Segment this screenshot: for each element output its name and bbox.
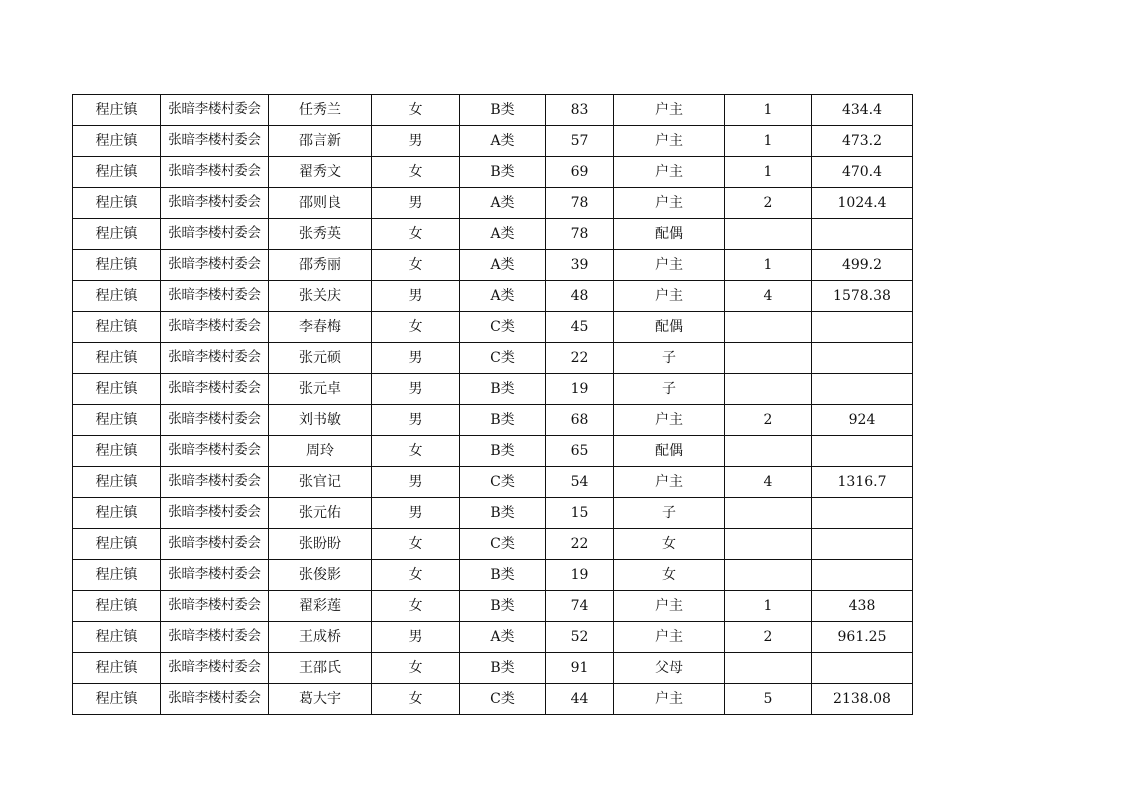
amount-cell: 924 [812, 405, 913, 436]
relation-cell: 户主 [614, 281, 725, 312]
age-cell: 48 [546, 281, 614, 312]
name-cell: 翟彩莲 [269, 591, 372, 622]
gender-cell: 女 [372, 436, 460, 467]
name-cell: 张元佑 [269, 498, 372, 529]
gender-cell: 女 [372, 591, 460, 622]
gender-cell: 男 [372, 622, 460, 653]
category-cell: C类 [460, 312, 546, 343]
village-cell: 张暗李楼村委会 [161, 467, 269, 498]
household-size-cell [725, 374, 812, 405]
village-cell: 张暗李楼村委会 [161, 312, 269, 343]
household-size-cell: 1 [725, 126, 812, 157]
relation-cell: 子 [614, 498, 725, 529]
name-cell: 刘书敏 [269, 405, 372, 436]
household-size-cell: 5 [725, 684, 812, 715]
village-cell: 张暗李楼村委会 [161, 126, 269, 157]
table-row [73, 374, 913, 405]
household-size-cell: 1 [725, 591, 812, 622]
name-cell: 张元卓 [269, 374, 372, 405]
amount-cell: 470.4 [812, 157, 913, 188]
name-cell: 张官记 [269, 467, 372, 498]
gender-cell: 男 [372, 467, 460, 498]
gender-cell: 男 [372, 374, 460, 405]
category-cell: A类 [460, 188, 546, 219]
category-cell: A类 [460, 126, 546, 157]
village-cell: 张暗李楼村委会 [161, 343, 269, 374]
age-cell: 78 [546, 219, 614, 250]
relation-cell: 父母 [614, 653, 725, 684]
category-cell: C类 [460, 529, 546, 560]
amount-cell [812, 436, 913, 467]
relation-cell: 户主 [614, 467, 725, 498]
age-cell: 22 [546, 343, 614, 374]
table-row [73, 250, 913, 281]
category-cell: B类 [460, 436, 546, 467]
household-size-cell: 1 [725, 95, 812, 126]
gender-cell: 女 [372, 529, 460, 560]
age-cell: 57 [546, 126, 614, 157]
household-size-cell [725, 498, 812, 529]
gender-cell: 女 [372, 312, 460, 343]
name-cell: 周玲 [269, 436, 372, 467]
relation-cell: 户主 [614, 188, 725, 219]
name-cell: 张俊影 [269, 560, 372, 591]
name-cell: 王邵氏 [269, 653, 372, 684]
age-cell: 44 [546, 684, 614, 715]
town-cell: 程庄镇 [73, 498, 161, 529]
household-size-cell: 1 [725, 250, 812, 281]
table-body [73, 95, 913, 715]
amount-cell [812, 312, 913, 343]
amount-cell [812, 343, 913, 374]
village-cell: 张暗李楼村委会 [161, 622, 269, 653]
village-cell: 张暗李楼村委会 [161, 560, 269, 591]
town-cell: 程庄镇 [73, 95, 161, 126]
table-row [73, 157, 913, 188]
category-cell: B类 [460, 95, 546, 126]
amount-cell [812, 529, 913, 560]
table-row [73, 343, 913, 374]
category-cell: B类 [460, 591, 546, 622]
household-size-cell: 2 [725, 622, 812, 653]
town-cell: 程庄镇 [73, 467, 161, 498]
data-table [72, 94, 913, 715]
town-cell: 程庄镇 [73, 436, 161, 467]
amount-cell: 961.25 [812, 622, 913, 653]
gender-cell: 女 [372, 250, 460, 281]
amount-cell: 434.4 [812, 95, 913, 126]
town-cell: 程庄镇 [73, 343, 161, 374]
village-cell: 张暗李楼村委会 [161, 436, 269, 467]
table-row [73, 653, 913, 684]
relation-cell: 户主 [614, 250, 725, 281]
household-size-cell [725, 219, 812, 250]
town-cell: 程庄镇 [73, 281, 161, 312]
village-cell: 张暗李楼村委会 [161, 250, 269, 281]
table-row [73, 529, 913, 560]
gender-cell: 女 [372, 95, 460, 126]
relation-cell: 配偶 [614, 436, 725, 467]
age-cell: 39 [546, 250, 614, 281]
name-cell: 张盼盼 [269, 529, 372, 560]
name-cell: 张关庆 [269, 281, 372, 312]
household-size-cell: 1 [725, 157, 812, 188]
town-cell: 程庄镇 [73, 529, 161, 560]
category-cell: B类 [460, 374, 546, 405]
relation-cell: 户主 [614, 95, 725, 126]
relation-cell: 女 [614, 529, 725, 560]
household-size-cell [725, 436, 812, 467]
household-size-cell: 2 [725, 188, 812, 219]
gender-cell: 女 [372, 219, 460, 250]
town-cell: 程庄镇 [73, 622, 161, 653]
relation-cell: 子 [614, 374, 725, 405]
gender-cell: 女 [372, 157, 460, 188]
table-row [73, 281, 913, 312]
name-cell: 张秀英 [269, 219, 372, 250]
table-row [73, 188, 913, 219]
town-cell: 程庄镇 [73, 126, 161, 157]
age-cell: 69 [546, 157, 614, 188]
gender-cell: 男 [372, 343, 460, 374]
amount-cell: 1024.4 [812, 188, 913, 219]
amount-cell [812, 560, 913, 591]
gender-cell: 男 [372, 498, 460, 529]
town-cell: 程庄镇 [73, 374, 161, 405]
town-cell: 程庄镇 [73, 591, 161, 622]
village-cell: 张暗李楼村委会 [161, 684, 269, 715]
relation-cell: 子 [614, 343, 725, 374]
relation-cell: 户主 [614, 405, 725, 436]
town-cell: 程庄镇 [73, 684, 161, 715]
category-cell: C类 [460, 343, 546, 374]
table-row [73, 622, 913, 653]
village-cell: 张暗李楼村委会 [161, 95, 269, 126]
amount-cell: 1578.38 [812, 281, 913, 312]
table-row [73, 467, 913, 498]
town-cell: 程庄镇 [73, 312, 161, 343]
category-cell: B类 [460, 653, 546, 684]
amount-cell: 473.2 [812, 126, 913, 157]
table-row [73, 498, 913, 529]
category-cell: C类 [460, 684, 546, 715]
category-cell: A类 [460, 622, 546, 653]
village-cell: 张暗李楼村委会 [161, 498, 269, 529]
household-size-cell [725, 312, 812, 343]
village-cell: 张暗李楼村委会 [161, 653, 269, 684]
relation-cell: 户主 [614, 157, 725, 188]
relation-cell: 户主 [614, 622, 725, 653]
town-cell: 程庄镇 [73, 653, 161, 684]
village-cell: 张暗李楼村委会 [161, 281, 269, 312]
age-cell: 54 [546, 467, 614, 498]
table-row [73, 95, 913, 126]
gender-cell: 女 [372, 560, 460, 591]
category-cell: A类 [460, 281, 546, 312]
age-cell: 78 [546, 188, 614, 219]
category-cell: C类 [460, 467, 546, 498]
name-cell: 王成桥 [269, 622, 372, 653]
age-cell: 19 [546, 560, 614, 591]
gender-cell: 男 [372, 281, 460, 312]
name-cell: 葛大宇 [269, 684, 372, 715]
name-cell: 邵秀丽 [269, 250, 372, 281]
gender-cell: 男 [372, 126, 460, 157]
amount-cell: 2138.08 [812, 684, 913, 715]
age-cell: 68 [546, 405, 614, 436]
household-size-cell [725, 343, 812, 374]
household-size-cell: 2 [725, 405, 812, 436]
gender-cell: 女 [372, 653, 460, 684]
town-cell: 程庄镇 [73, 219, 161, 250]
category-cell: A类 [460, 219, 546, 250]
gender-cell: 男 [372, 188, 460, 219]
age-cell: 74 [546, 591, 614, 622]
amount-cell: 438 [812, 591, 913, 622]
amount-cell [812, 374, 913, 405]
amount-cell [812, 219, 913, 250]
relation-cell: 户主 [614, 591, 725, 622]
category-cell: A类 [460, 250, 546, 281]
table-row [73, 591, 913, 622]
town-cell: 程庄镇 [73, 405, 161, 436]
age-cell: 91 [546, 653, 614, 684]
age-cell: 22 [546, 529, 614, 560]
age-cell: 83 [546, 95, 614, 126]
age-cell: 19 [546, 374, 614, 405]
village-cell: 张暗李楼村委会 [161, 591, 269, 622]
age-cell: 45 [546, 312, 614, 343]
table-row [73, 684, 913, 715]
village-cell: 张暗李楼村委会 [161, 374, 269, 405]
name-cell: 任秀兰 [269, 95, 372, 126]
category-cell: B类 [460, 498, 546, 529]
village-cell: 张暗李楼村委会 [161, 157, 269, 188]
gender-cell: 女 [372, 684, 460, 715]
amount-cell: 499.2 [812, 250, 913, 281]
gender-cell: 男 [372, 405, 460, 436]
category-cell: B类 [460, 560, 546, 591]
village-cell: 张暗李楼村委会 [161, 219, 269, 250]
age-cell: 15 [546, 498, 614, 529]
table-row [73, 219, 913, 250]
age-cell: 65 [546, 436, 614, 467]
table-row [73, 405, 913, 436]
household-size-cell: 4 [725, 281, 812, 312]
table-row [73, 312, 913, 343]
town-cell: 程庄镇 [73, 250, 161, 281]
town-cell: 程庄镇 [73, 188, 161, 219]
household-size-cell: 4 [725, 467, 812, 498]
relation-cell: 配偶 [614, 219, 725, 250]
relation-cell: 户主 [614, 684, 725, 715]
household-size-cell [725, 560, 812, 591]
name-cell: 李春梅 [269, 312, 372, 343]
household-size-cell [725, 529, 812, 560]
amount-cell: 1316.7 [812, 467, 913, 498]
table-row [73, 560, 913, 591]
name-cell: 翟秀文 [269, 157, 372, 188]
name-cell: 张元硕 [269, 343, 372, 374]
amount-cell [812, 498, 913, 529]
name-cell: 邵则良 [269, 188, 372, 219]
household-size-cell [725, 653, 812, 684]
relation-cell: 户主 [614, 126, 725, 157]
town-cell: 程庄镇 [73, 157, 161, 188]
village-cell: 张暗李楼村委会 [161, 405, 269, 436]
name-cell: 邵言新 [269, 126, 372, 157]
age-cell: 52 [546, 622, 614, 653]
town-cell: 程庄镇 [73, 560, 161, 591]
village-cell: 张暗李楼村委会 [161, 529, 269, 560]
table-row [73, 126, 913, 157]
relation-cell: 女 [614, 560, 725, 591]
village-cell: 张暗李楼村委会 [161, 188, 269, 219]
category-cell: B类 [460, 405, 546, 436]
category-cell: B类 [460, 157, 546, 188]
amount-cell [812, 653, 913, 684]
table-row [73, 436, 913, 467]
relation-cell: 配偶 [614, 312, 725, 343]
